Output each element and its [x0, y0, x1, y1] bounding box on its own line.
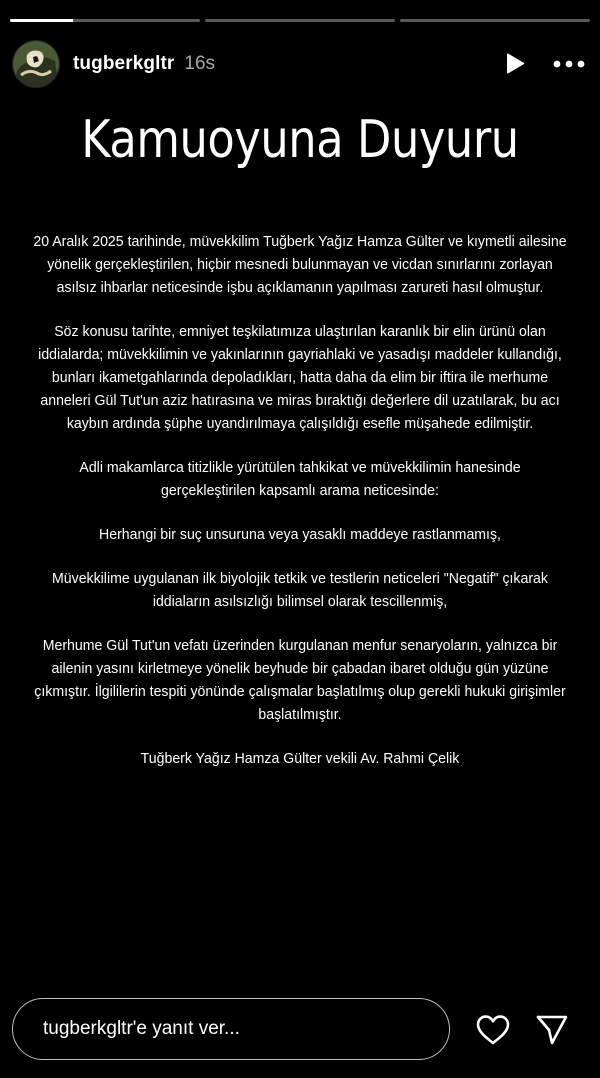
more-horizontal-icon: [553, 60, 585, 68]
paragraph-finding-3: Merhume Gül Tut'un vefatı üzerinden kurgulanan menfur senaryoların, yalnızca bir ailenin yasını kirletmeye yönelik beyhude bir çabadan ibaret olduğu gün yüzüne çıkmıştır. İlgililerin tespiti yönünde çalışmalar başlatılmış olup gerekli hukuki girişimler başlatılmıştır.: [34, 637, 566, 723]
more-options-button[interactable]: [552, 49, 586, 79]
announcement-body: [32, 230, 568, 791]
heart-icon: [475, 1014, 511, 1046]
story-time-ago: 16s: [184, 53, 216, 74]
story-header: [12, 40, 586, 88]
like-button[interactable]: [474, 1011, 512, 1049]
story-progress: [10, 19, 590, 22]
reply-placeholder: tugberkgltr'e yanıt ver...: [43, 1018, 240, 1039]
reply-input[interactable]: [12, 998, 450, 1060]
send-icon: [535, 1014, 569, 1046]
avatar-image: [13, 41, 59, 87]
send-button[interactable]: [533, 1011, 571, 1049]
announcement-title: Kamuoyuna Duyuru: [81, 110, 519, 170]
paragraph-investigation: Adli makamlarca titizlikle yürütülen tahkikat ve müvekkilimin hanesinde gerçekleştirilen kapsamlı arama neticesinde:: [79, 459, 521, 499]
paragraph-allegations: Söz konusu tarihte, emniyet teşkilatımıza ulaştırılan karanlık bir elin ürünü olan iddialarda; müvekkilimin ve yakınlarının gayriahlaki ve yasadışı maddeler kullandığı, bunları ikametgahlarında depoladıkları, hatta daha da elim bir iftira ile merhume anneleri Gül Tut'un aziz hatırasına ve miras bıraktığı değerlere dil uzatılarak, bu acı kaybın ardında şüphe uyandırılmaya çalışıldığı esefle müşahede edilmiştir.: [38, 323, 562, 432]
progress-segment-3: [400, 19, 590, 22]
play-button[interactable]: [500, 49, 530, 79]
paragraph-finding-2: Müvekkilime uygulanan ilk biyolojik tetkik ve testlerin neticeleri "Negatif" çıkarak iddiaların asılsızlığı bilimsel olarak tescillenmiş,: [52, 570, 548, 610]
signature-line: Tuğberk Yağız Hamza Gülter vekili Av. Rahmi Çelik: [140, 750, 460, 767]
play-icon: [504, 52, 526, 76]
avatar[interactable]: [12, 40, 60, 88]
story-content: [0, 100, 600, 767]
paragraph-finding-1: Herhangi bir suç unsuruna veya yasaklı maddeye rastlanmamış,: [99, 526, 501, 543]
paragraph-intro: 20 Aralık 2025 tarihinde, müvekkilim Tuğberk Yağız Hamza Gülter ve kıymetli ailesine yönelik gerçekleştirilen, hiçbir mesnedi bulunmayan ve vicdan sınırlarını zorlayan asılsız ihbarlar neticesinde işbu açıklamanın yapılması zarureti hasıl olmuştur.: [33, 233, 567, 296]
progress-segment-1: [10, 19, 200, 22]
progress-fill-1: [10, 19, 73, 22]
progress-segment-2: [205, 19, 395, 22]
username[interactable]: tugberkgltr: [73, 53, 175, 74]
